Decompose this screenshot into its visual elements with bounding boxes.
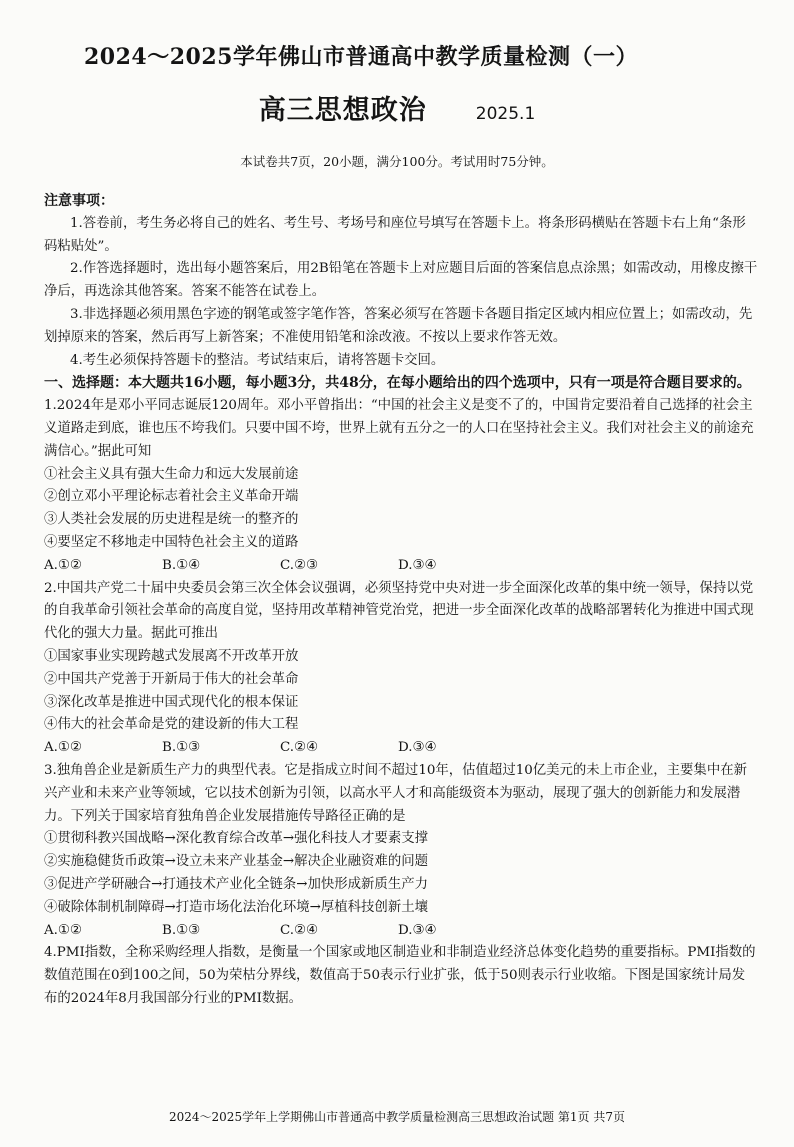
statement: ①贯彻科教兴国战略→深化教育综合改革→强化科技人才要素支撑: [44, 831, 428, 847]
statement: ④破除体制机制障碍→打造市场化法治化环境→厚植科技创新土壤: [44, 899, 428, 915]
question-stem: 1.2024年是邓小平同志诞辰120周年。邓小平曾指出：“中国的社会主义是变不了的，中国肯定要沿着自己选择的社会主义道路走到底，谁也压不垮我们。只要中国不垮，世界上就有五分之一的人口在坚持社会主义。我们对社会主义的前途充满信心。”据此可知: [44, 398, 754, 459]
statement: ④伟大的社会革命是党的建设新的伟大工程: [44, 717, 299, 733]
exam-intro: 本试卷共7页，20小题，满分100分。考试用时75分钟。: [240, 154, 554, 169]
statement: ③人类社会发展的历史进程是统一的整齐的: [44, 512, 299, 528]
option-a: A.①②: [44, 922, 82, 938]
exam-date: 2025.1: [475, 104, 536, 124]
notice-item: 1.答卷前，考生务必将自己的姓名、考生号、考场号和座位号填写在答题卡上。将条形码横贴在答题卡右上角“条形码粘贴处”。: [44, 215, 746, 254]
section-heading: 一、选择题：本大题共16小题，每小题3分，共48分，在每小题给出的四个选项中，只有一项是符合题目要求的。: [44, 375, 751, 392]
statement: ②创立邓小平理论标志着社会主义革命开端: [44, 489, 299, 505]
option-d: D.③④: [398, 922, 437, 938]
notice-item: 4.考生必须保持答题卡的整洁。考试结束后，请将答题卡交回。: [70, 352, 445, 368]
statement: ①国家事业实现跨越式发展离不开改革开放: [44, 648, 299, 664]
exam-title: 2024～2025学年佛山市普通高中教学质量检测（一）: [84, 44, 638, 70]
statement: ③促进产学研融合→打通技术产业化全链条→加快形成新质生产力: [44, 876, 428, 892]
statement: ②中国共产党善于开新局于伟大的社会革命: [44, 671, 299, 687]
answer-options: [44, 555, 758, 578]
option-d: D.③④: [398, 557, 437, 573]
notice-heading: 注意事项：: [44, 193, 114, 209]
notice-item: 2.作答选择题时，选出每小题答案后，用2B铅笔在答题卡上对应题目后面的答案信息点涂黑；如需改动，用橡皮擦干净后，再选涂其他答案。答案不能答在试卷上。: [44, 261, 758, 300]
answer-options: [44, 920, 758, 943]
exam-body: [44, 190, 758, 1011]
statement: ③深化改革是推进中国式现代化的根本保证: [44, 694, 299, 710]
notice-item: 3.非选择题必须用黑色字迹的钢笔或签字笔作答，答案必须写在答题卡各题目指定区域内相应位置上；如需改动，先划掉原来的答案，然后再写上新答案；不准使用铅笔和涂改液。不按以上要求作答无效。: [44, 306, 753, 345]
option-d: D.③④: [398, 740, 437, 756]
question-stem: 4.PMI指数，全称采购经理人指数，是衡量一个国家或地区制造业和非制造业经济总体变化趋势的重要指标。PMI指数的数值范围在0到100之间，50为荣枯分界线，数值高于50表示行业扩张，低于50则表示行业收缩。下图是国家统计局发布的2024年8月我国部分行业的PMI数据。: [44, 945, 756, 1006]
option-c: C.②④: [280, 740, 319, 756]
subject-title: 高三思想政治: [258, 95, 427, 126]
answer-options: [44, 737, 758, 760]
statement: ④要坚定不移地走中国特色社会主义的道路: [44, 534, 299, 550]
page-footer: 2024～2025学年上学期佛山市普通高中教学质量检测高三思想政治试题 第1页 共7页: [169, 1110, 625, 1124]
question-stem: 2.中国共产党二十届中央委员会第三次全体会议强调，必须坚持党中央对进一步全面深化改革的集中统一领导，保持以党的自我革命引领社会革命的高度自觉，坚持用改革精神管党治党，把进一步全面深化改革的战略部署转化为推进中国式现代化的强大力量。据此可推出: [44, 580, 754, 642]
option-b: B.①③: [162, 740, 201, 756]
option-c: C.②③: [280, 557, 319, 573]
option-b: B.①③: [162, 922, 201, 938]
question-stem: 3.独角兽企业是新质生产力的典型代表。它是指成立时间不超过10年，估值超过10亿美元的未上市企业，主要集中在新兴产业和未来产业等领域，它以技术创新为引领，以高水平人才和高能级资本为驱动，展现了强大的创新能力和发展潜力。下列关于国家培育独角兽企业发展措施传导路径正确的是: [44, 762, 747, 824]
option-a: A.①②: [44, 557, 82, 573]
statement: ②实施稳健货币政策→设立未来产业基金→解决企业融资难的问题: [44, 854, 428, 870]
statement: ①社会主义具有强大生命力和远大发展前途: [44, 466, 299, 482]
subject-line: [0, 88, 794, 127]
option-b: B.①④: [162, 557, 201, 573]
option-c: C.②④: [280, 922, 319, 938]
option-a: A.①②: [44, 740, 82, 756]
